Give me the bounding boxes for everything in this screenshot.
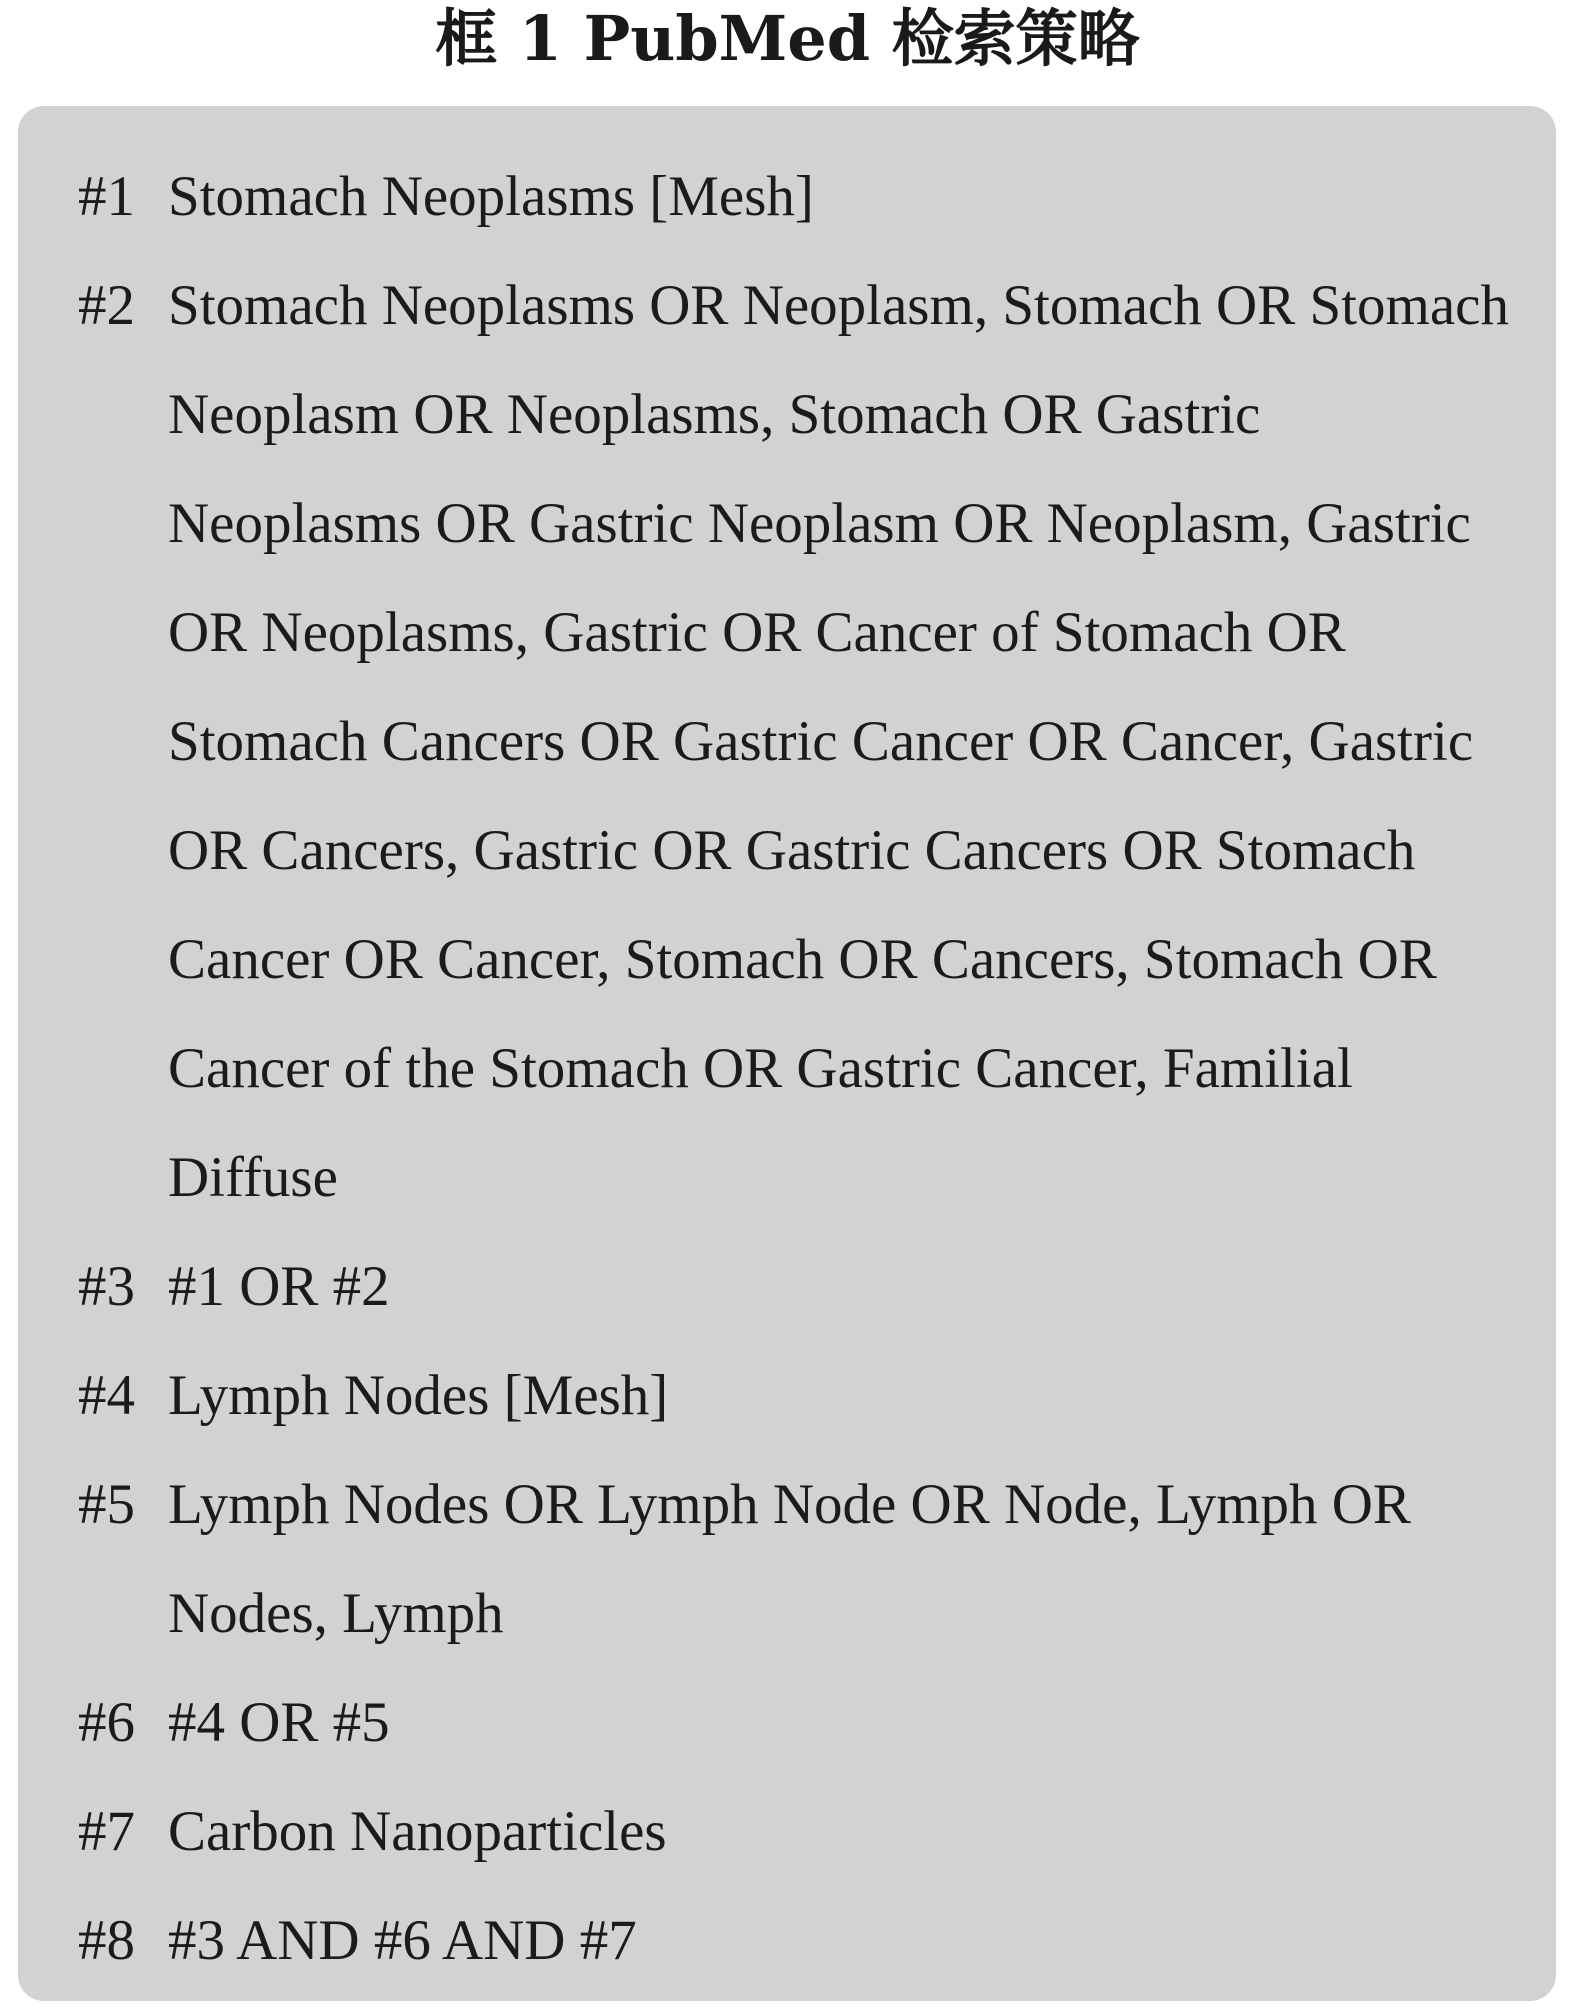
search-step-3	[18, 1232, 1556, 1341]
search-step-8	[18, 1886, 1556, 1995]
step-query: #1 OR #2	[168, 1255, 390, 1318]
search-step-2	[18, 251, 1556, 1232]
step-number: #7	[78, 1800, 135, 1863]
step-number: #8	[78, 1909, 135, 1972]
step-query: Carbon Nanoparticles	[168, 1800, 667, 1863]
search-step-1	[18, 142, 1556, 251]
step-query: #3 AND #6 AND #7	[168, 1909, 637, 1972]
step-number: #6	[78, 1691, 135, 1754]
step-query: Stomach Neoplasms OR Neoplasm, Stomach OR Stomach Neoplasm OR Neoplasms, Stomach OR Gastric Neoplasms OR Gastric Neoplasm OR Neoplasm, Gastric OR Neoplasms, Gastric OR Cancer of Stomach OR Stomach Cancers OR Gastric Cancer OR Cancer, Gastric OR Cancers, Gastric OR Gastric Cancers OR Stomach Cancer OR Cancer, Stomach OR Cancers, Stomach OR Cancer of the Stomach OR Gastric Cancer, Familial Diffuse	[168, 274, 1509, 1209]
search-step-6	[18, 1668, 1556, 1777]
search-strategy-list	[18, 142, 1556, 1995]
search-step-5	[18, 1450, 1556, 1668]
search-strategy-panel	[18, 106, 1556, 2001]
step-number: #4	[78, 1364, 135, 1427]
search-step-7	[18, 1777, 1556, 1886]
step-number: #5	[78, 1473, 135, 1536]
step-number: #1	[78, 165, 135, 228]
step-number: #2	[78, 274, 135, 337]
step-number: #3	[78, 1255, 135, 1318]
search-step-4	[18, 1341, 1556, 1450]
step-query: Lymph Nodes [Mesh]	[168, 1364, 669, 1427]
box-title: 框 1 PubMed 检索策略	[435, 2, 1140, 75]
step-query: #4 OR #5	[168, 1691, 390, 1754]
step-query: Stomach Neoplasms [Mesh]	[168, 165, 814, 228]
step-query: Lymph Nodes OR Lymph Node OR Node, Lymph OR Nodes, Lymph	[168, 1473, 1411, 1645]
